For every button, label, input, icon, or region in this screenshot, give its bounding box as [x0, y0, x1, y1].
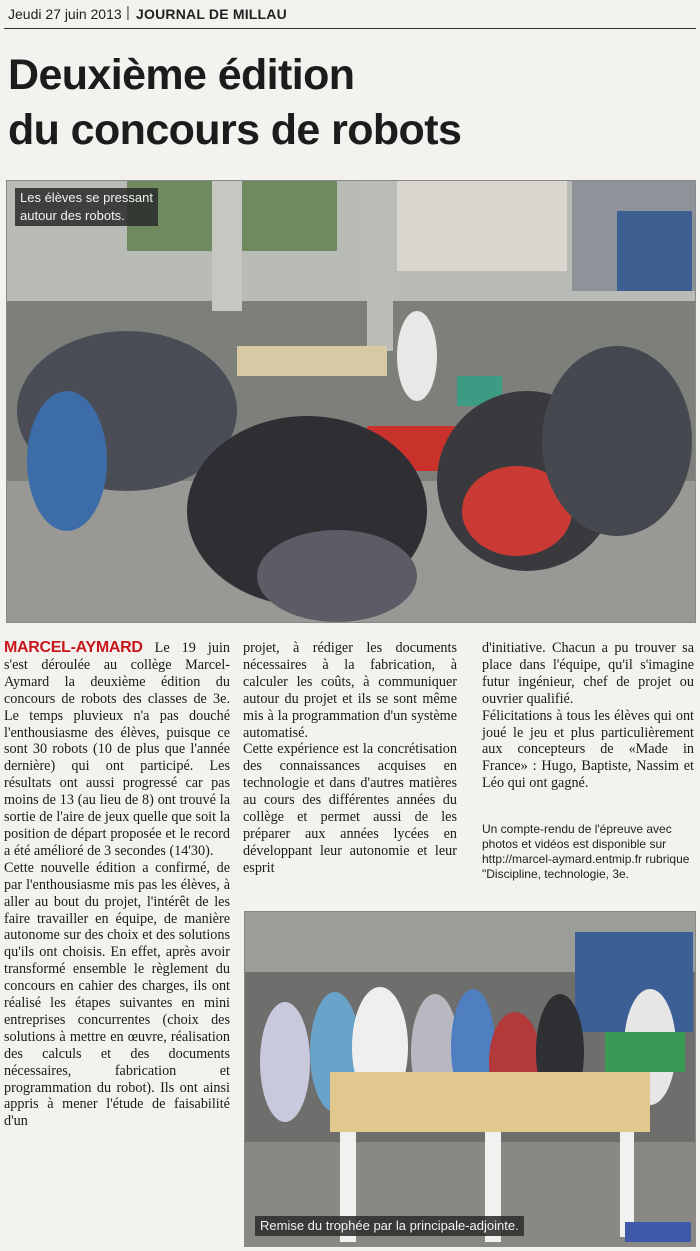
headline	[8, 48, 698, 158]
headline-line-2: du concours de robots	[8, 106, 462, 154]
photo-students-crowd-illustration	[7, 181, 695, 622]
photo-trophy-ceremony	[244, 911, 696, 1247]
issue-date: Jeudi 27 juin 2013	[8, 6, 122, 22]
article-column-3	[482, 640, 694, 792]
article-column-1	[4, 640, 230, 1130]
photo1-caption	[15, 188, 158, 226]
column3-paragraph-1: d'initiative. Chacun a pu trouver sa place dans l'équipe, qu'il s'imagine futur ingénieur, chef de projet ou ouvrier qualifié.	[482, 640, 694, 707]
photo1-caption-line-1: Les élèves se pressant	[20, 190, 153, 205]
column3-paragraph-2: Félicitations à tous les élèves qui ont joué le jeu et plus particulièrement aux concepteurs de «Made in France» : Hugo, Baptiste, Nassim et Léo qui ont gagné.	[482, 707, 694, 792]
header-rule	[4, 28, 696, 29]
article-column-2	[243, 640, 457, 877]
newspaper-name: JOURNAL DE MILLAU	[136, 6, 287, 22]
column2-paragraph-1: projet, à rédiger les documents nécessaires à la fabrication, à calculer les coûts, à communiquer autour du projet et ils se sont même mis à la programmation d'un système automatisé.	[243, 640, 457, 741]
photo-students-crowd	[6, 180, 696, 623]
headline-line-1: Deuxième édition	[8, 51, 355, 99]
kicker-location: MARCEL-AYMARD	[4, 639, 143, 656]
column2-paragraph-2: Cette expérience est la concrétisation des connaissances acquises en technologie et dans d'autres matières au cours des différentes années du collège et permet aussi de les préparer aux années lycées en développant leur autonomie et leur esprit	[243, 741, 457, 876]
lead-paragraph	[4, 640, 230, 860]
column1-paragraph-2: Cette nouvelle édition a confirmé, de par l'enthousiasme mis pas les élèves, à aller au bout du projet, l'intérêt de les faire travailler en équipe, de manière autonome sur des choix et des solutions qu'ils ont choisis. En effet, après avoir transformé ensemble le règlement du concours en cahier des charges, ils ont réalisé les étapes suivantes en mini entreprises concurrentes (choix des solutions à mettre en œuvre, réalisation des calculs et des documents nécessaires, fabrication et programmation du robot). Ils ont ainsi appris à mener l'étude de faisabilité d'un	[4, 859, 230, 1130]
photo-trophy-ceremony-illustration	[245, 912, 695, 1246]
page-header	[0, 0, 700, 28]
header-separator: |	[126, 4, 130, 21]
article-footnote: Un compte-rendu de l'épreuve avec photos et vidéos est disponible sur http://marcel-aymard.entmip.fr rubrique "Discipline, technologie, 3e.	[482, 822, 690, 881]
lead-text: Le 19 juin s'est déroulée au collège Marcel-Aymard la deuxième édition du concours de robots des classes de 3e. Le temps pluvieux n'a pas douché l'enthousiasme des élèves, puisque ce sont 30 robots (10 de plus que l'année dernière) qui ont participé. Les résultats ont aussi progressé car pas moins de 13 (au lieu de 8) ont trouvé la sortie de l'aire de jeux quelle que soit la position de départ proposée et le record a été amélioré de 3 secondes (14'30).	[4, 640, 230, 859]
photo2-caption: Remise du trophée par la principale-adjointe.	[255, 1216, 524, 1236]
photo1-caption-line-2: autour des robots.	[20, 208, 125, 223]
